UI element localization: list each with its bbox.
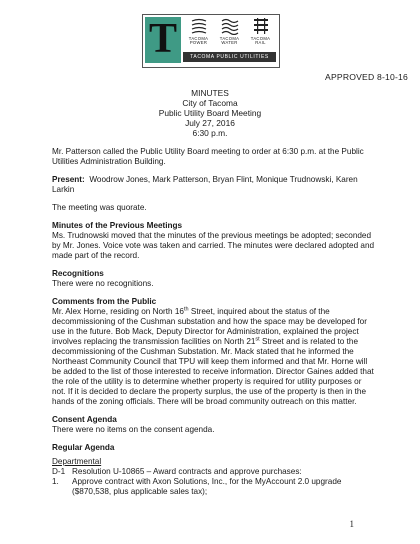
ordinal-suffix: th [183,306,189,313]
recognitions-text: There were no recognitions. [52,279,154,288]
agenda-item-text: Resolution U-10865 – Award contracts and approve purchases: [72,467,302,476]
comments-text-part: Street, inquired about the status of the decommissioning of the Cushman substation and how the space may be developed for use in the future. Bob Mack, Deputy Director for Administration, explained the project involves replacing the transmission facilities on North 21 [52,307,367,346]
comments-text-part: Street and is related to the decommissioning of the Cushman Substation. Mr. Mack stated that he informed the Northeast Community Council that TPU will keep them informed and that Mr. Horne will be added to the list of those interested to receive information. Director Gaines added that the role of the utility is to determine whether property is required for utility purposes or not. If it is decided to declare the property surplus, the use of the property is then in the hands of the zoning officials. There will be broad community outreach on this matter. [52,337,374,406]
comments-text [52,307,377,407]
consent-heading: Consent Agenda [52,415,117,424]
departmental-subheading: Departmental [52,457,102,466]
logo-water-unit [214,17,245,51]
ordinal-suffix: st [255,336,260,343]
logo-band-text: TACOMA PUBLIC UTILITIES [183,52,276,62]
agenda-item-number: D-1 [52,467,66,476]
logo-rail-label: TACOMA RAIL [250,36,271,46]
meeting-name: Public Utility Board Meeting [158,108,262,119]
quorum-text: The meeting was quorate. [52,203,147,212]
regular-agenda-heading: Regular Agenda [52,443,115,452]
minutes-previous-text: Ms. Trudnowski moved that the minutes of the previous meetings be adopted; seconded by Mr. Jones. Voice vote was taken and carried. The minutes were declared adopted and made part of the record. [52,231,375,260]
recognitions-heading: Recognitions [52,269,104,278]
comments-heading: Comments from the Public [52,297,157,306]
minutes-previous-heading: Minutes of the Previous Meetings [52,221,183,230]
tacoma-public-utilities-logo [142,14,280,68]
approved-stamp: APPROVED 8-10-16 [325,72,408,82]
consent-text: There were no items on the consent agenda. [52,425,215,434]
water-waves-icon [221,17,239,35]
logo-power-unit [183,17,214,51]
logo-water-label: TACOMA WATER [219,36,240,46]
logo-units [183,17,276,51]
logo-rail-unit [245,17,276,51]
minutes-body [52,147,377,497]
meeting-date: July 27, 2016 [185,118,235,129]
present-paragraph [52,175,377,195]
intro-paragraph: Mr. Patterson called the Public Utility Board meeting to order at 6:30 p.m. at the Public Utilities Administration Building. [52,147,364,166]
rail-tracks-icon [252,17,270,35]
minutes-header [0,88,420,138]
logo-power-label: TACOMA POWER [188,36,209,46]
agenda-item [52,467,377,477]
org-name: City of Tacoma [182,98,238,109]
agenda-item-number: 1. [52,477,59,486]
comments-text-part: Mr. Alex Horne, residing on North 16 [52,307,184,316]
present-names: Woodrow Jones, Mark Patterson, Bryan Flint, Monique Trudnowski, Karen Larkin [52,175,358,194]
agenda-item-text: Approve contract with Axon Solutions, Inc., for the MyAccount 2.0 upgrade ($870,538, plus applicable sales tax); [72,477,342,496]
page-number: 1 [349,519,354,530]
agenda-item [52,477,377,497]
minutes-title: MINUTES [191,88,229,98]
power-lines-icon [190,17,208,35]
logo-letter: T [148,16,177,62]
meeting-time: 6:30 p.m. [192,128,228,139]
present-label: Present: [52,175,85,184]
